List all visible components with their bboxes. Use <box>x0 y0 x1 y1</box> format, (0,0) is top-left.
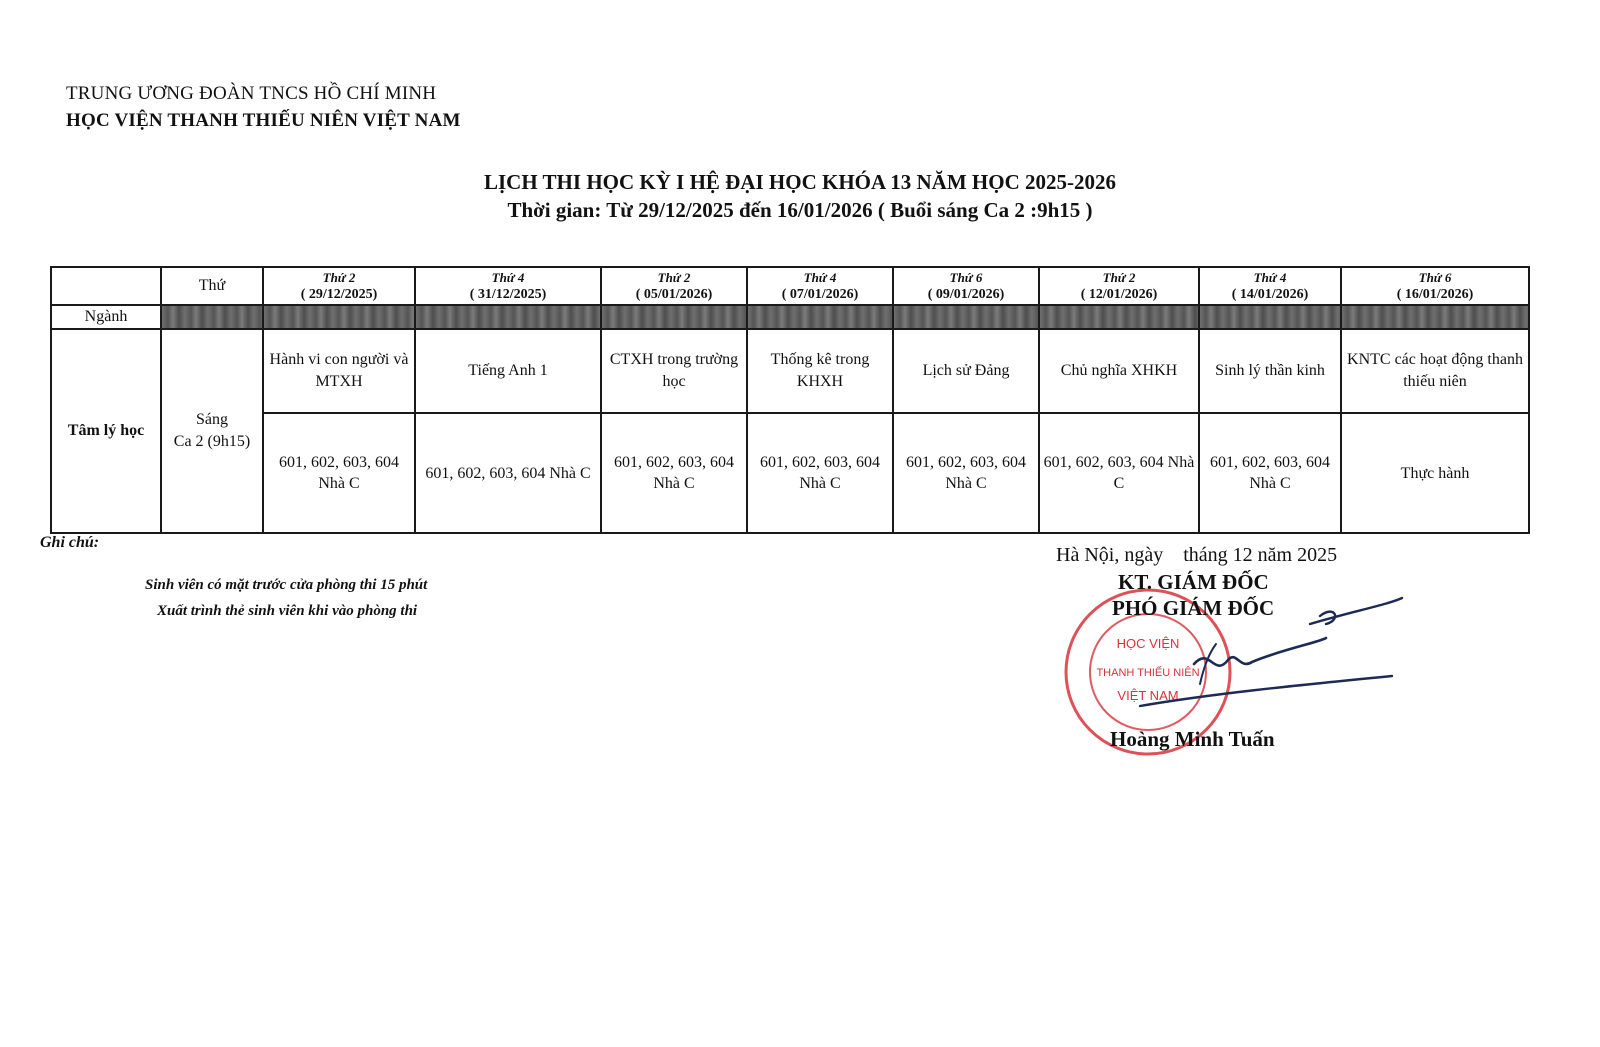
day-cell <box>1199 267 1341 305</box>
document-title <box>290 168 1310 224</box>
shaded-cell <box>161 305 263 329</box>
day-name: Thứ 2 <box>322 269 356 285</box>
subject-cell: CTXH trong trường học <box>601 329 747 413</box>
day-date: ( 14/01/2026) <box>1231 286 1309 302</box>
signer-title-1: KT. GIÁM ĐỐC <box>1118 570 1269 594</box>
day-cell <box>893 267 1039 305</box>
day-name: Thứ 2 <box>1102 269 1136 285</box>
day-date: ( 12/01/2026) <box>1080 286 1158 302</box>
nganh-row <box>51 305 1529 329</box>
shaded-cell <box>893 305 1039 329</box>
day-name: Thứ 6 <box>1418 269 1452 285</box>
shaded-cell <box>601 305 747 329</box>
day-name: Thứ 6 <box>949 269 983 285</box>
org-line-2: HỌC VIỆN THANH THIẾU NIÊN VIỆT NAM <box>66 110 461 131</box>
notes-label: Ghi chú: <box>40 534 100 551</box>
subject-cell: Lịch sử Đảng <box>893 329 1039 413</box>
room-cell: 601, 602, 603, 604 Nhà C <box>1039 413 1199 533</box>
thu-label: Thứ <box>198 277 226 294</box>
seal-line-1: HỌC VIỆN <box>1116 636 1180 651</box>
day-name: Thứ 4 <box>803 269 837 285</box>
shaded-cell <box>1039 305 1199 329</box>
exam-schedule-table <box>50 266 1530 534</box>
day-cell <box>747 267 893 305</box>
corner-cell <box>51 267 161 305</box>
org-line-1: TRUNG ƯƠNG ĐOÀN TNCS HỒ CHÍ MINH <box>66 83 437 104</box>
seal-line-2: THANH THIẾU NIÊN <box>1096 667 1200 679</box>
day-cell <box>601 267 747 305</box>
shaded-cell <box>263 305 415 329</box>
shaded-cell <box>1199 305 1341 329</box>
subject-cell: Hành vi con người và MTXH <box>263 329 415 413</box>
room-row <box>51 413 1529 533</box>
subject-cell: Tiếng Anh 1 <box>415 329 601 413</box>
day-name: Thứ 4 <box>1253 269 1287 285</box>
major-cell <box>51 329 161 533</box>
day-cell <box>1039 267 1199 305</box>
day-name: Thứ 2 <box>657 269 691 285</box>
seal-line-3: VIỆT NAM <box>1117 688 1179 703</box>
day-cell <box>415 267 601 305</box>
subject-cell: Thống kê trong KHXH <box>747 329 893 413</box>
shaded-cell <box>747 305 893 329</box>
room-cell: Thực hành <box>1341 413 1529 533</box>
major-label: Tâm lý học <box>67 422 145 439</box>
header-row <box>51 267 1529 305</box>
title-line-1: LỊCH THI HỌC KỲ I HỆ ĐẠI HỌC KHÓA 13 NĂM HỌC 2025-2026 <box>484 170 1116 194</box>
subject-row <box>51 329 1529 413</box>
shaded-cell <box>415 305 601 329</box>
day-name: Thứ 4 <box>491 269 525 285</box>
nganh-label: Ngành <box>84 308 128 325</box>
title-line-2: Thời gian: Từ 29/12/2025 đến 16/01/2026 ( Buổi sáng Ca 2 :9h15 ) <box>507 198 1093 222</box>
nganh-cell <box>51 305 161 329</box>
room-cell: 601, 602, 603, 604 Nhà C <box>415 413 601 533</box>
subject-cell: KNTC các hoạt động thanh thiếu niên <box>1341 329 1529 413</box>
subject-cell: Chủ nghĩa XHKH <box>1039 329 1199 413</box>
room-cell: 601, 602, 603, 604 Nhà C <box>893 413 1039 533</box>
room-cell: 601, 602, 603, 604 Nhà C <box>601 413 747 533</box>
session-line-1: Sáng <box>196 411 228 428</box>
note-line-2: Xuất trình thẻ sinh viên khi vào phòng thi <box>157 603 418 619</box>
note-line-1: Sinh viên có mặt trước cửa phòng thi 15 phút <box>145 577 428 593</box>
day-date: ( 29/12/2025) <box>300 286 378 302</box>
day-date: ( 09/01/2026) <box>927 286 1005 302</box>
room-cell: 601, 602, 603, 604 Nhà C <box>263 413 415 533</box>
room-cell: 601, 602, 603, 604 Nhà C <box>1199 413 1341 533</box>
day-cell <box>263 267 415 305</box>
day-date: ( 16/01/2026) <box>1396 286 1474 302</box>
day-date: ( 07/01/2026) <box>781 286 859 302</box>
handwritten-signature <box>1130 590 1410 730</box>
signer-name: Hoàng Minh Tuấn <box>1110 727 1275 751</box>
signer-title-2: PHÓ GIÁM ĐỐC <box>1112 596 1275 620</box>
session-cell <box>161 329 263 533</box>
room-cell: 601, 602, 603, 604 Nhà C <box>747 413 893 533</box>
thu-header-cell <box>161 267 263 305</box>
day-date: ( 05/01/2026) <box>635 286 713 302</box>
shaded-cell <box>1341 305 1529 329</box>
day-date: ( 31/12/2025) <box>469 286 547 302</box>
organization-header <box>66 80 461 134</box>
date-line: Hà Nội, ngày tháng 12 năm 2025 <box>1056 544 1338 566</box>
notes-body <box>145 572 427 624</box>
day-cell <box>1341 267 1529 305</box>
session-line-2: Ca 2 (9h15) <box>173 433 251 450</box>
subject-cell: Sinh lý thần kinh <box>1199 329 1341 413</box>
